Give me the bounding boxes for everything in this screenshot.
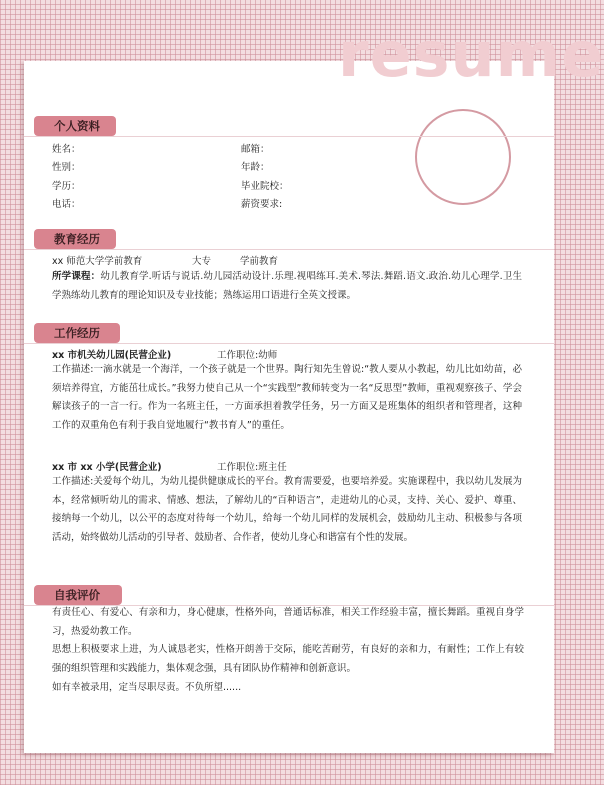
label-salary: 薪资要求: — [241, 199, 283, 210]
education-school: xx 师范大学学前教育 — [52, 256, 143, 267]
section-title-self: 自我评价 — [34, 585, 122, 605]
section-title-education: 教育经历 — [34, 229, 116, 249]
section-divider — [24, 136, 554, 137]
work-position: 工作职位:幼师 — [217, 350, 278, 361]
label-phone: 电话： — [52, 199, 81, 210]
work-company: xx 市 xx 小学(民营企业) — [52, 462, 162, 473]
section-divider — [24, 249, 554, 250]
self-evaluation-3: 如有幸被录用，定当尽职尽责。不负所望...... — [52, 682, 242, 693]
work-company: xx 市机关幼儿园(民营企业) — [52, 350, 172, 361]
label-email: 邮箱： — [241, 144, 270, 155]
self-evaluation-1: 有责任心、有爱心、有亲和力，身心健康，性格外向，普通话标准，相关工作经验丰富，擅长舞蹈。重视自身学习，热爱幼教工作。 — [52, 607, 524, 637]
label-age: 年龄： — [241, 162, 270, 173]
photo-placeholder[interactable] — [415, 109, 511, 205]
work-description: 工作描述:一滴水就是一个海洋，一个孩子就是一个世界。陶行知先生曾说:“教人要从小教起，幼儿比如幼苗，必须培养得宜，方能茁壮成长。”我努力使自己从一个“实践型”教师转变为一名“反思型”教师，重视观察孩子、学会解读孩子的一言一行。作为一名班主任，一方面承担着教学任务，另一方面又是班集体的组织者和管理者，这种工作的双重角色有利于我自觉地履行“教书育人”的重任。 — [52, 364, 522, 431]
education-major: 学前教育 — [240, 256, 279, 267]
label-school: 毕业院校： — [241, 181, 289, 192]
courses-text: 幼儿教育学.听话与说话.幼儿园活动设计.乐理.视唱练耳.美术.琴法.舞蹈.语文.政治.幼儿心理学.卫生学熟练幼儿教育的理论知识及专业技能；熟练运用口语进行全英文授课。 — [52, 271, 522, 301]
work-position: 工作职位:班主任 — [217, 462, 287, 473]
section-divider — [24, 343, 554, 344]
education-level: 大专 — [192, 256, 212, 267]
work-description: 工作描述:关爱每个幼儿，为幼儿提供健康成长的平台。教育需要爱，也要培养爱。实施课程中，我以幼儿发展为本，经常倾听幼儿的需求、情感、想法，了解幼儿的“百种语言”，走进幼儿的心灵，支持、关心、爱护、尊重、接纳每一个幼儿，以公平的态度对待每一个幼儿，给每一个幼儿同样的发展机会，鼓励幼儿主动、积极参与各项活动，始终做幼儿活动的引导者、鼓励者、合作者，使幼儿身心和谐富有个性的发展。 — [52, 476, 522, 543]
courses-label: 所学课程： — [52, 271, 101, 282]
education-courses — [52, 268, 522, 305]
section-title-profile: 个人资料 — [34, 116, 116, 136]
resume-watermark: resume — [338, 18, 604, 91]
section-title-work: 工作经历 — [34, 323, 120, 343]
label-gender: 性别： — [52, 162, 81, 173]
self-evaluation-2: 思想上积极要求上进，为人诚恳老实，性格开朗善于交际，能吃苦耐劳，有良好的亲和力，有耐性；工作上有较强的组织管理和实践能力，集体观念强，具有团队协作精神和创新意识。 — [52, 644, 524, 674]
label-degree: 学历： — [52, 181, 81, 192]
label-name: 姓名： — [52, 144, 81, 155]
